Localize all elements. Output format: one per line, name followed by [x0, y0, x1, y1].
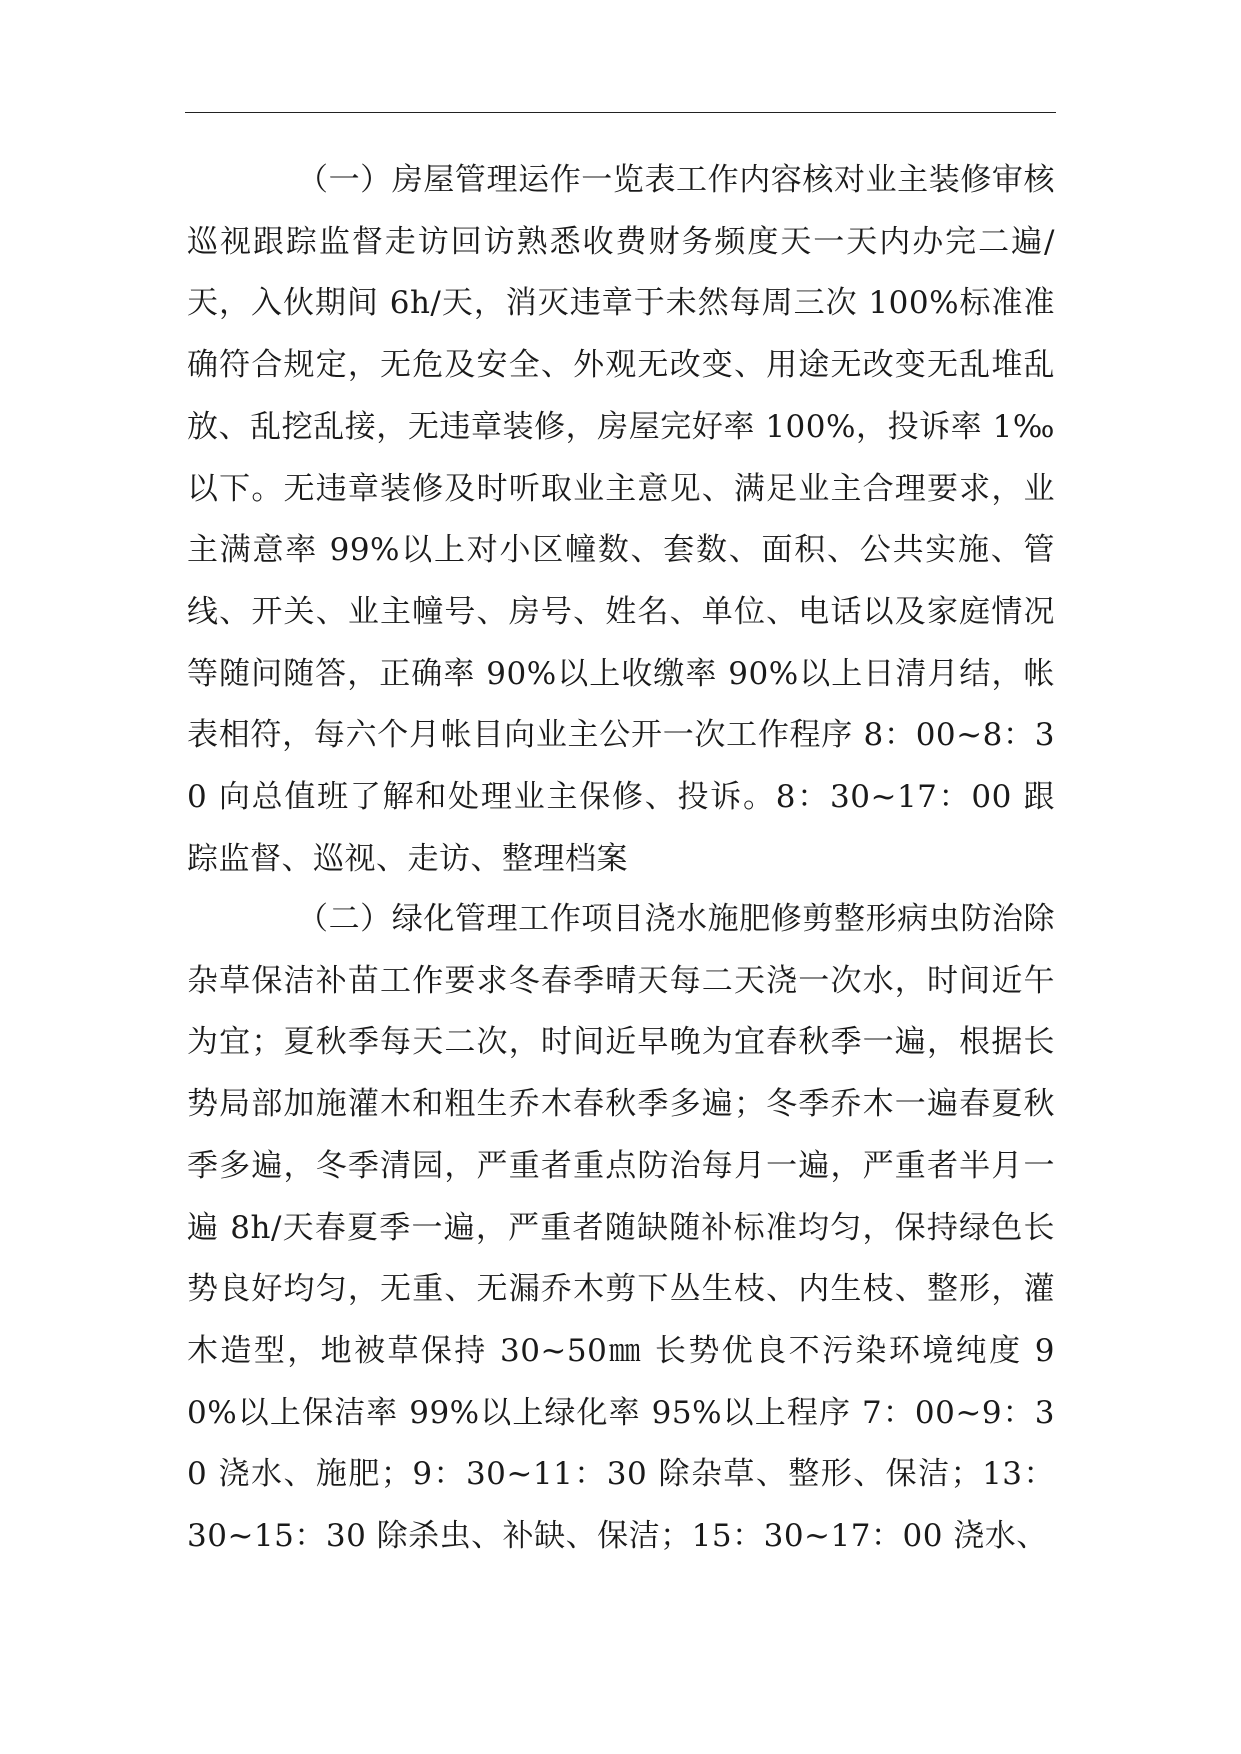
paragraph-greening-management: （二）绿化管理工作项目浇水施肥修剪整形病虫防治除杂草保洁补苗工作要求冬春季晴天每二天浇一次水，时间近午为宜；夏秋季每天二次，时间近早晚为宜春秋季一遍，根据长势局部加施灌木和粗生乔木春秋季多遍；冬季乔木一遍春夏秋季多遍，冬季清园，严重者重点防治每月一遍，严重者半月一遍 8h/天春夏季一遍，严重者随缺随补标准均匀，保持绿色长势良好均匀，无重、无漏乔木剪下丛生枝、内生枝、整形，灌木造型，地被草保持 30~50㎜ 长势优良不污染环境纯度 90%以上保洁率 99%以上绿化率 95%以上程序 7：00~9：30 浇水、施肥；9：30~11：30 除杂草、整形、保洁；13：30~15：30 除杀虫、补缺、保洁；15：30~17：00 浇水、 [187, 901, 1055, 1555]
header-rule [185, 112, 1056, 113]
paragraph-housing-management: （一）房屋管理运作一览表工作内容核对业主装修审核巡视跟踪监督走访回访熟悉收费财务频度天一天内办完二遍/天，入伙期间 6h/天，消灭违章于未然每周三次 100%标准准确符合规定，无危及安全、外观无改变、用途无改变无乱堆乱放、乱挖乱接，无违章装修，房屋完好率 100%，投诉率 1‰以下。无违章装修及时听取业主意见、满足业主合理要求，业主满意率 99%以上对小区幢数、套数、面积、公共实施、管线、开关、业主幢号、房号、姓名、单位、电话以及家庭情况等随问随答，正确率 90%以上收缴率 90%以上日清月结，帐表相符，每六个月帐目向业主公开一次工作程序 8：00~8：30 向总值班了解和处理业主保修、投诉。8：30~17：00 跟踪监督、巡视、走访、整理档案 [187, 162, 1055, 877]
